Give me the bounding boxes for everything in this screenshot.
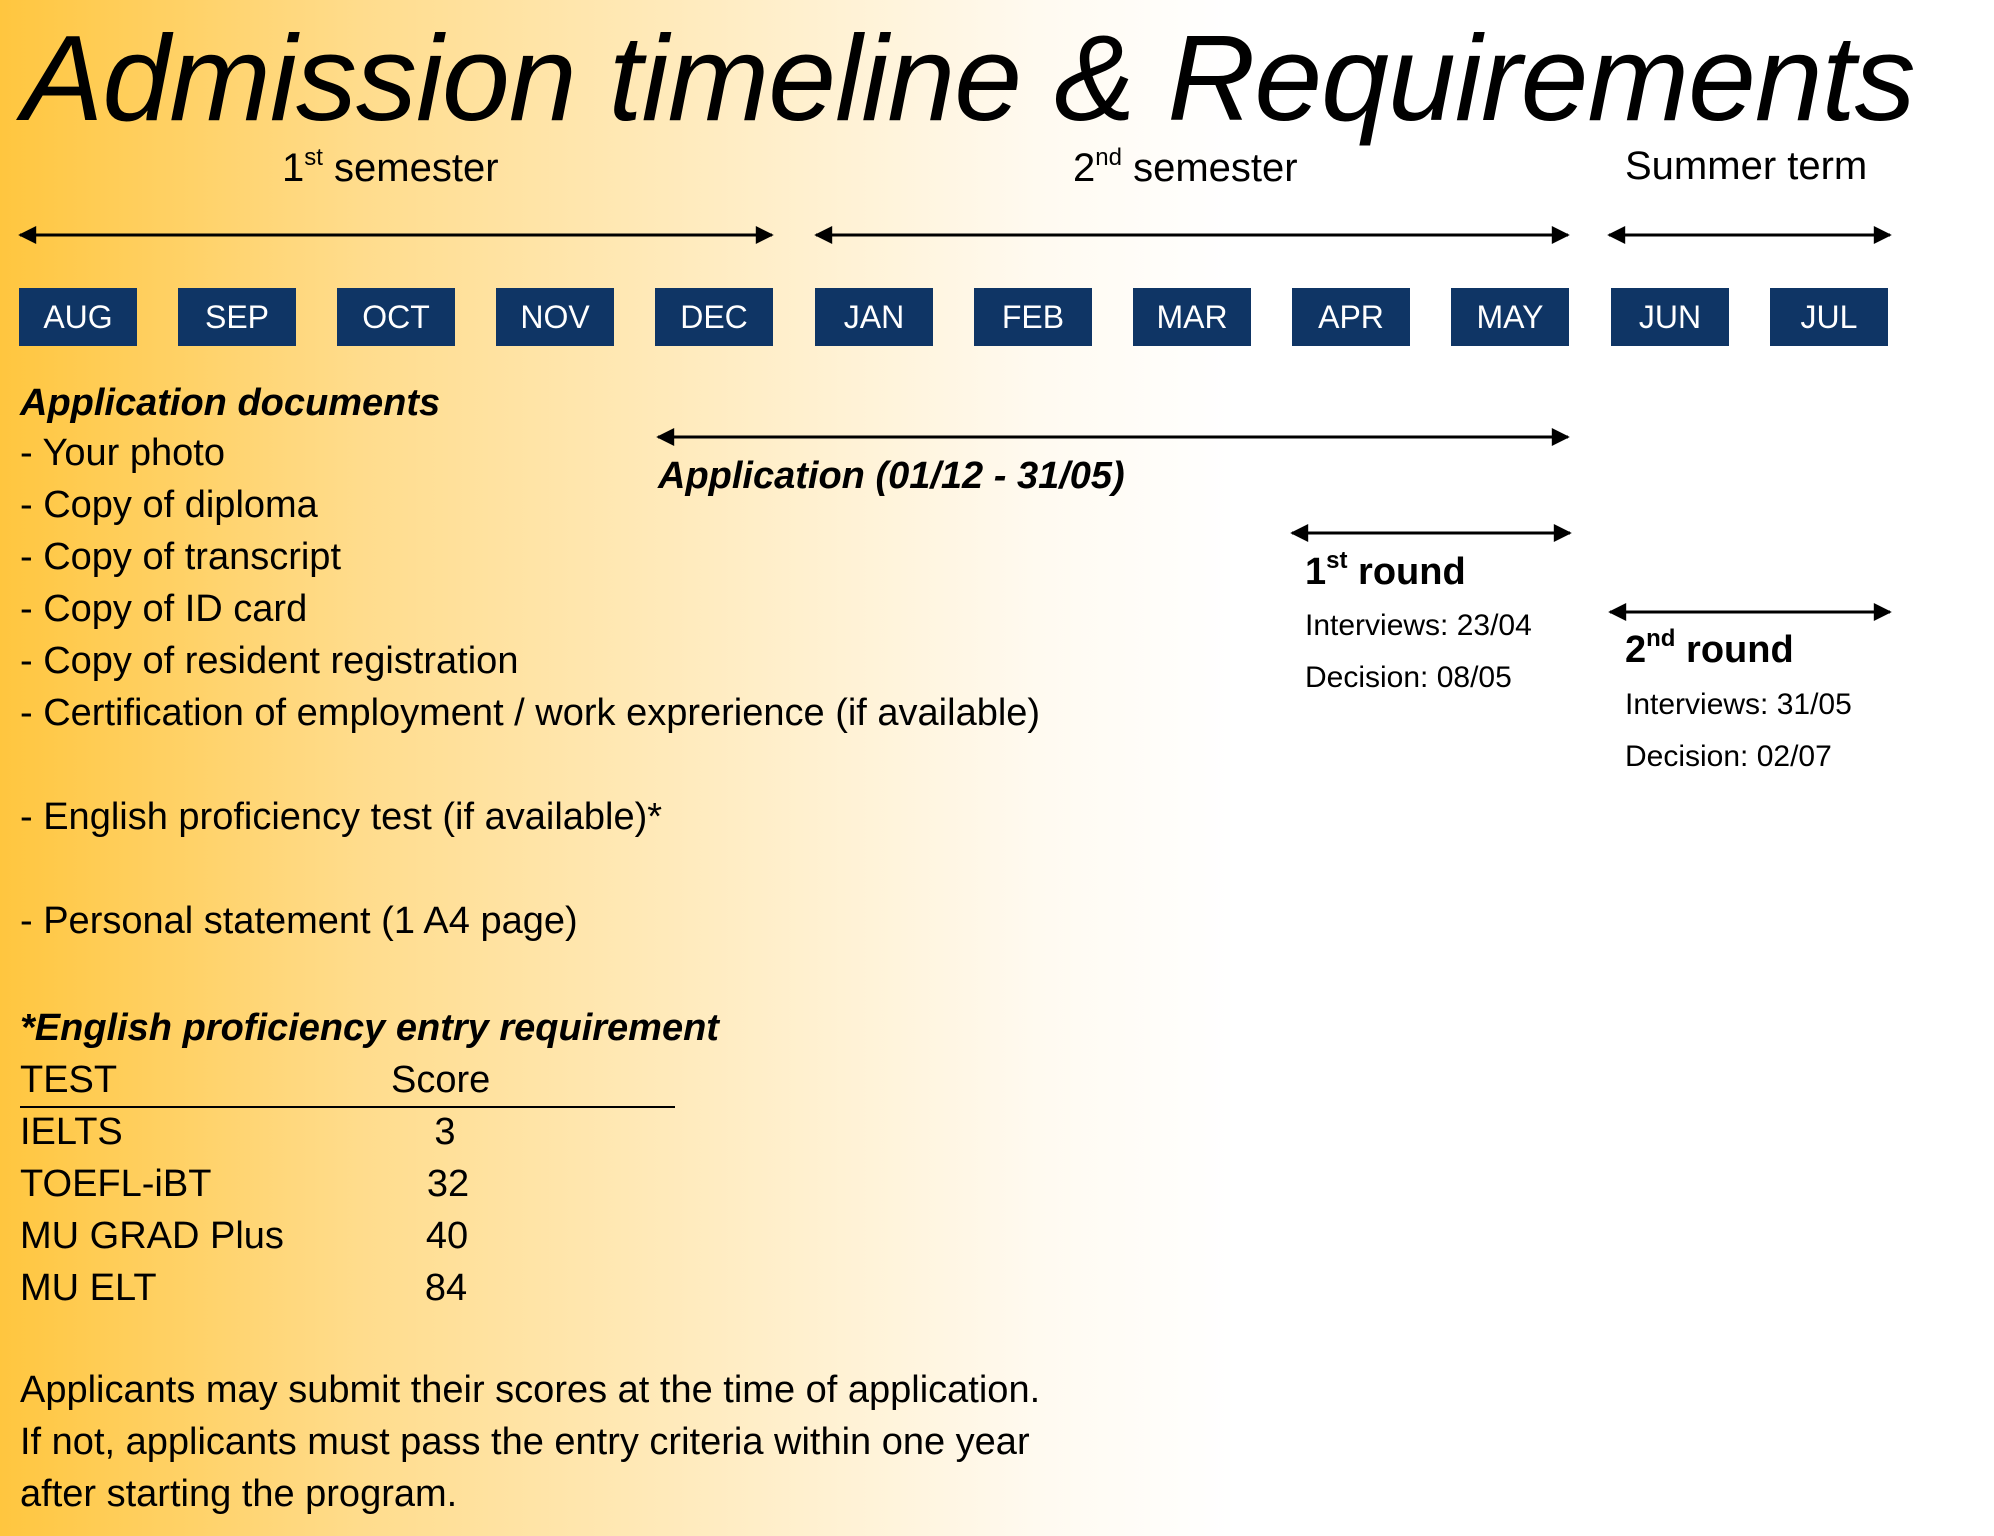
- second-round-decision: Decision: 02/07: [1625, 740, 1832, 773]
- document-item: - Copy of ID card: [20, 588, 308, 630]
- summer-term-label: Summer term: [1625, 144, 1868, 188]
- first-round-ordinal: 1: [1305, 551, 1327, 593]
- document-item: - Personal statement (1 A4 page): [20, 900, 578, 942]
- table-row-test: MU GRAD Plus: [20, 1215, 284, 1257]
- month-may: MAY: [1451, 288, 1569, 346]
- first-semester-ordinal: 1: [282, 146, 305, 190]
- month-feb: FEB: [974, 288, 1092, 346]
- document-item: - Your photo: [20, 432, 225, 474]
- table-row-score: 40: [425, 1215, 469, 1257]
- document-item: - Copy of diploma: [20, 484, 318, 526]
- month-aug: AUG: [19, 288, 137, 346]
- document-item: - English proficiency test (if available)*: [20, 796, 663, 838]
- second-round-interviews: Interviews: 31/05: [1625, 688, 1852, 721]
- page-title: Admission timeline & Requirements: [22, 10, 1915, 146]
- note-line: If not, applicants must pass the entry criteria within one year: [20, 1421, 1030, 1463]
- table-row-test: IELTS: [20, 1111, 123, 1153]
- second-round-text: round: [1686, 629, 1794, 671]
- first-round-text: round: [1358, 551, 1466, 593]
- english-heading: *English proficiency entry requirement: [20, 1007, 719, 1049]
- table-row-test: TOEFL-iBT: [20, 1163, 212, 1205]
- first-semester-text: semester: [334, 146, 499, 190]
- first-round-interviews: Interviews: 23/04: [1305, 609, 1532, 642]
- table-row-score: 32: [426, 1163, 470, 1205]
- table-header-score: Score: [391, 1059, 491, 1101]
- documents-heading: Application documents: [20, 382, 441, 424]
- second-round-title: [1625, 625, 1794, 672]
- document-item: - Certification of employment / work exprerience (if available): [20, 692, 1041, 734]
- month-sep: SEP: [178, 288, 296, 346]
- month-nov: NOV: [496, 288, 614, 346]
- document-item: - Copy of resident registration: [20, 640, 519, 682]
- second-semester-text: semester: [1133, 146, 1298, 190]
- month-oct: OCT: [337, 288, 455, 346]
- note-line: after starting the program.: [20, 1473, 458, 1515]
- second-semester-suffix: nd: [1095, 144, 1122, 171]
- month-dec: DEC: [655, 288, 773, 346]
- note-line: Applicants may submit their scores at the time of application.: [20, 1369, 1041, 1411]
- first-round-title: [1305, 547, 1466, 594]
- table-row-score: 3: [434, 1111, 456, 1153]
- first-semester-suffix: st: [304, 144, 323, 171]
- document-item: - Copy of transcript: [20, 536, 341, 578]
- month-jan: JAN: [815, 288, 933, 346]
- month-apr: APR: [1292, 288, 1410, 346]
- second-round-suffix: nd: [1646, 625, 1676, 652]
- second-round-ordinal: 2: [1625, 629, 1647, 671]
- month-mar: MAR: [1133, 288, 1251, 346]
- second-semester-ordinal: 2: [1073, 146, 1096, 190]
- month-jul: JUL: [1770, 288, 1888, 346]
- table-row-score: 84: [424, 1267, 468, 1309]
- table-row-test: MU ELT: [20, 1267, 157, 1309]
- first-round-suffix: st: [1326, 547, 1348, 574]
- table-header-rule: [20, 1106, 675, 1108]
- month-jun: JUN: [1611, 288, 1729, 346]
- table-header-test: TEST: [20, 1059, 118, 1101]
- application-period-label: Application (01/12 - 31/05): [658, 455, 1125, 497]
- first-round-decision: Decision: 08/05: [1305, 661, 1512, 694]
